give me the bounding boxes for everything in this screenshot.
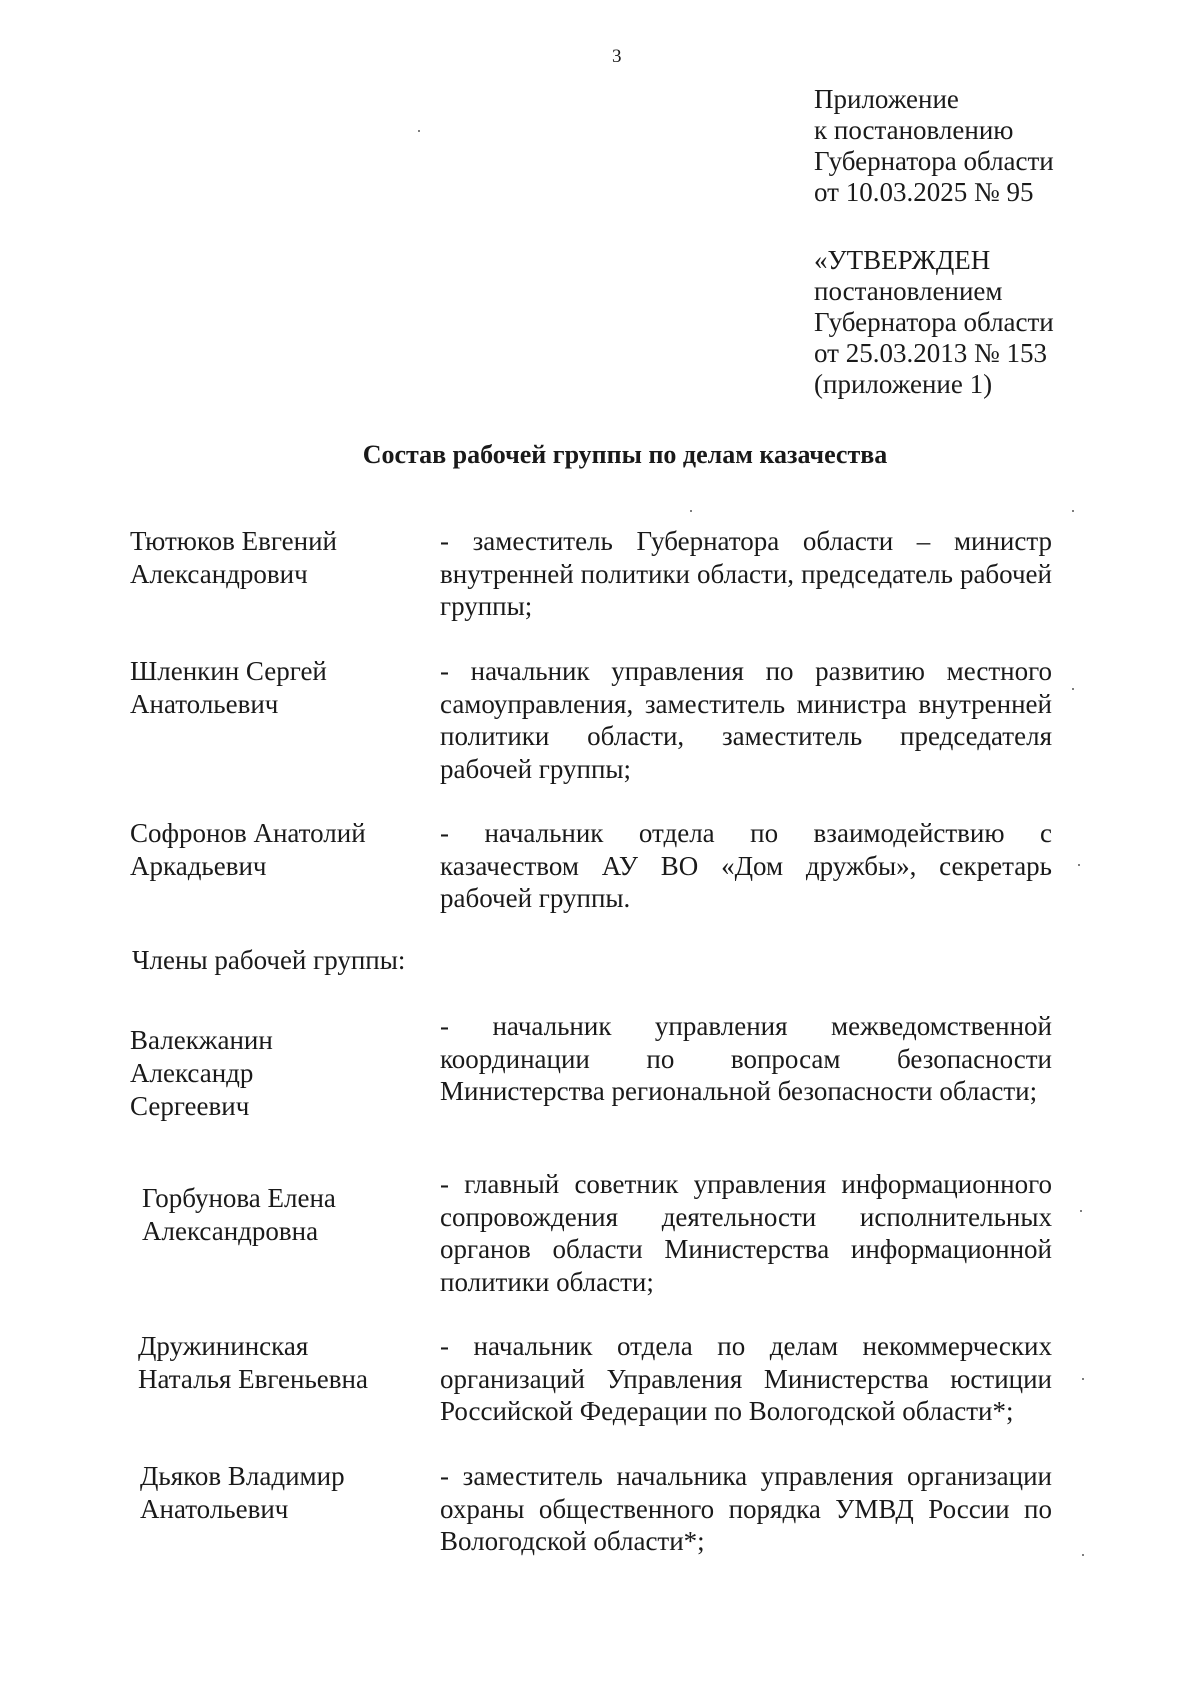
scan-speck — [1072, 510, 1074, 512]
name-line: Дьяков Владимир — [140, 1461, 345, 1491]
name-line: Александр — [130, 1058, 254, 1088]
name-line: Софронов Анатолий — [130, 818, 366, 848]
document-title: Состав рабочей группы по делам казачества — [362, 440, 888, 469]
approval-line: «УТВЕРЖДЕН — [814, 245, 991, 275]
page-number: 3 — [612, 46, 622, 67]
name-line: Тютюков Евгений — [130, 526, 337, 556]
scan-speck — [1078, 864, 1080, 866]
appendix-line: Губернатора области — [814, 146, 1054, 176]
approval-line: постановлением — [814, 276, 1003, 306]
name-line: Горбунова Елена — [142, 1183, 336, 1213]
member-role: - начальник управления межведомственной координации по вопросам безопасности Министерства региональной безопасности области; — [440, 1011, 1052, 1106]
scan-speck — [1072, 688, 1074, 690]
member-role: - начальник отдела по делам некоммерческих организаций Управления Министерства юстиции Российской Федерации по Вологодской области*; — [440, 1331, 1052, 1426]
name-line: Александрович — [130, 559, 308, 589]
member-name — [130, 1024, 430, 1123]
member-name — [130, 817, 430, 883]
approval-line: Губернатора области — [814, 307, 1054, 337]
name-line: Валекжанин — [130, 1025, 273, 1055]
appendix-line: Приложение — [814, 84, 959, 114]
member-name — [130, 525, 430, 591]
member-name — [130, 655, 430, 721]
name-line: Анатольевич — [130, 689, 279, 719]
appendix-line: к постановлению — [814, 115, 1014, 145]
name-line: Аркадьевич — [130, 851, 267, 881]
members-heading: Члены рабочей группы: — [132, 945, 406, 975]
member-role: - главный советник управления информационного сопровождения деятельности исполнительных органов области Министерства информационной политики области; — [440, 1169, 1052, 1297]
member-name — [142, 1182, 442, 1248]
approval-stamp-text — [814, 245, 1054, 400]
member-role: - заместитель Губернатора области – министр внутренней политики области, председатель рабочей группы; — [440, 526, 1052, 621]
scan-speck — [690, 510, 692, 512]
member-role: - начальник отдела по взаимодействию с казачеством АУ ВО «Дом дружбы», секретарь рабочей группы. — [440, 818, 1052, 913]
appendix-reference — [814, 84, 1054, 208]
member-name — [140, 1460, 440, 1526]
scan-speck — [1080, 1210, 1082, 1212]
member-role: - начальник управления по развитию местного самоуправления, заместитель министра внутренней политики области, заместитель председателя рабочей группы; — [440, 656, 1052, 784]
name-line: Анатольевич — [140, 1494, 289, 1524]
name-line: Шленкин Сергей — [130, 656, 327, 686]
approval-line: от 25.03.2013 № 153 — [814, 338, 1047, 368]
approval-line: (приложение 1) — [814, 369, 993, 399]
name-line: Наталья Евгеньевна — [138, 1364, 368, 1394]
scan-speck — [1082, 1378, 1084, 1380]
appendix-line: от 10.03.2025 № 95 — [814, 177, 1034, 207]
scan-speck — [1082, 1554, 1084, 1556]
member-role: - заместитель начальника управления организации охраны общественного порядка УМВД России по Вологодской области*; — [440, 1461, 1052, 1556]
name-line: Сергеевич — [130, 1091, 250, 1121]
name-line: Александровна — [142, 1216, 319, 1246]
member-name — [138, 1330, 438, 1396]
scan-speck — [418, 130, 420, 132]
name-line: Дружининская — [138, 1331, 309, 1361]
